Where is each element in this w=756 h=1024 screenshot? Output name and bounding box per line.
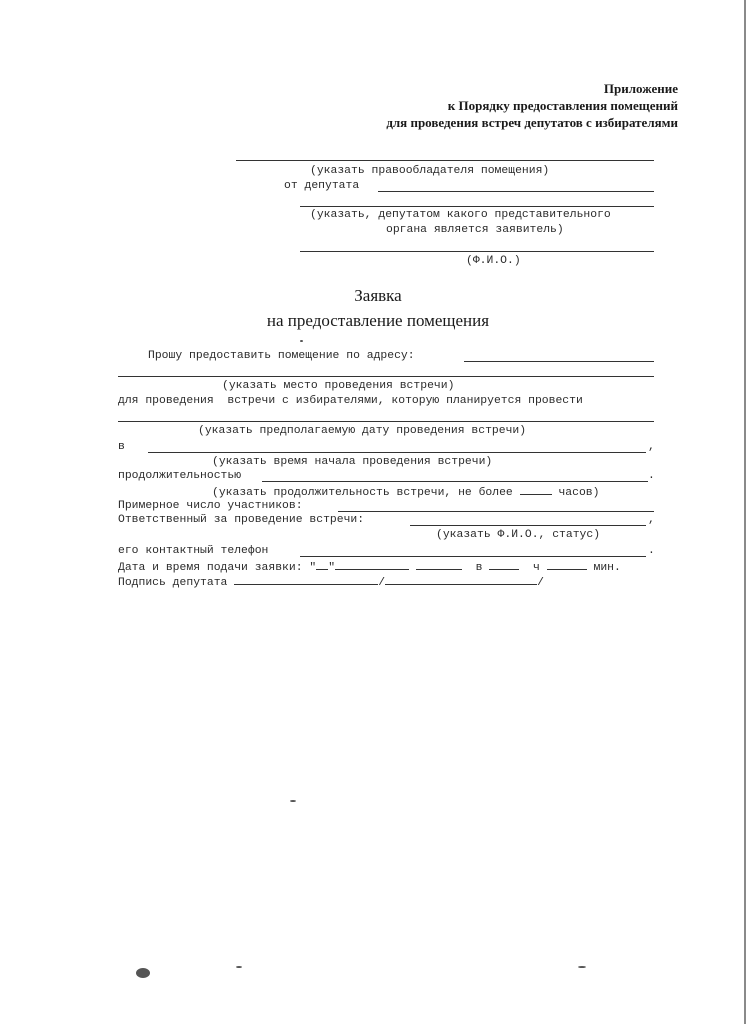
scan-speck	[300, 340, 303, 342]
signature-field[interactable]	[234, 574, 378, 585]
annex-line-2: к Порядку предоставления помещений	[447, 98, 678, 113]
submit-quote: "	[328, 562, 336, 574]
start-time-hint: (указать время начала проведения встречи)	[212, 456, 493, 468]
responsible-field-line[interactable]	[410, 525, 646, 526]
annex-line-1: Приложение	[603, 81, 678, 96]
submit-day-field[interactable]	[316, 559, 328, 570]
place-hint: (указать место проведения встречи)	[222, 380, 455, 392]
submit-min-label: мин.	[593, 562, 621, 574]
submit-datetime-row	[118, 559, 621, 575]
start-time-comma: ,	[648, 441, 655, 453]
date-field-line[interactable]	[118, 421, 654, 422]
signature-label: Подпись депутата	[118, 577, 228, 589]
annex-line-3: для проведения встреч депутатов с избирателями	[386, 115, 678, 130]
document-title: Заявка	[354, 286, 402, 305]
submit-hour-field[interactable]	[489, 559, 519, 570]
address-label: Прошу предоставить помещение по адресу:	[148, 350, 415, 362]
phone-label: его контактный телефон	[118, 545, 269, 557]
duration-hint-pre: (указать продолжительность встречи, не более	[212, 487, 513, 499]
responsible-comma: ,	[648, 514, 655, 526]
fio-hint: (Ф.И.О.)	[466, 255, 521, 267]
holder-field-line[interactable]	[236, 160, 654, 161]
max-hours-field[interactable]	[520, 484, 552, 495]
submit-minute-field[interactable]	[547, 559, 587, 570]
body-field-line[interactable]	[300, 206, 654, 207]
scan-speck	[236, 966, 242, 968]
submit-v-label: в	[475, 562, 483, 574]
page-edge	[744, 0, 746, 1024]
duration-field-line[interactable]	[262, 481, 648, 482]
participants-label: Примерное число участников:	[118, 500, 303, 512]
duration-hint-post: часов)	[558, 487, 600, 499]
responsible-hint: (указать Ф.И.О., статус)	[436, 529, 601, 541]
signature-slash-1: /	[378, 577, 386, 589]
scan-speck	[136, 968, 150, 978]
time-in-label: в	[118, 441, 125, 453]
body-hint-1: (указать, депутатом какого представительного	[310, 209, 611, 221]
body-hint-2: органа является заявитель)	[386, 224, 564, 236]
responsible-label: Ответственный за проведение встречи:	[118, 514, 365, 526]
document-subtitle: на предоставление помещения	[266, 311, 490, 330]
start-time-field-line[interactable]	[148, 452, 646, 453]
fio-field-line[interactable]	[300, 251, 654, 252]
scan-speck	[290, 800, 296, 802]
from-deputy-label: от депутата	[284, 180, 360, 192]
submit-month-field[interactable]	[335, 559, 409, 570]
duration-label: продолжительностью	[118, 470, 242, 482]
submit-label: Дата и время подачи заявки: "	[118, 562, 317, 574]
duration-period: .	[648, 470, 655, 482]
annex-header	[258, 80, 678, 131]
signature-slash-2: /	[537, 577, 544, 589]
from-deputy-field-line[interactable]	[378, 191, 654, 192]
submit-year-field[interactable]	[416, 559, 462, 570]
submit-h-label: ч	[532, 562, 540, 574]
scan-speck	[578, 966, 586, 968]
phone-period: .	[648, 545, 655, 557]
participants-field-line[interactable]	[338, 511, 654, 512]
purpose-text: для проведения встречи с избирателями, которую планируется провести	[118, 395, 583, 407]
signature-row	[118, 574, 544, 590]
address-field-line[interactable]	[464, 361, 654, 362]
address-field-line-2[interactable]	[118, 376, 654, 377]
duration-hint	[212, 484, 599, 500]
phone-field-line[interactable]	[300, 556, 646, 557]
signature-name-field[interactable]	[385, 574, 537, 585]
date-hint: (указать предполагаемую дату проведения встречи)	[198, 425, 527, 437]
holder-hint: (указать правообладателя помещения)	[310, 165, 550, 177]
